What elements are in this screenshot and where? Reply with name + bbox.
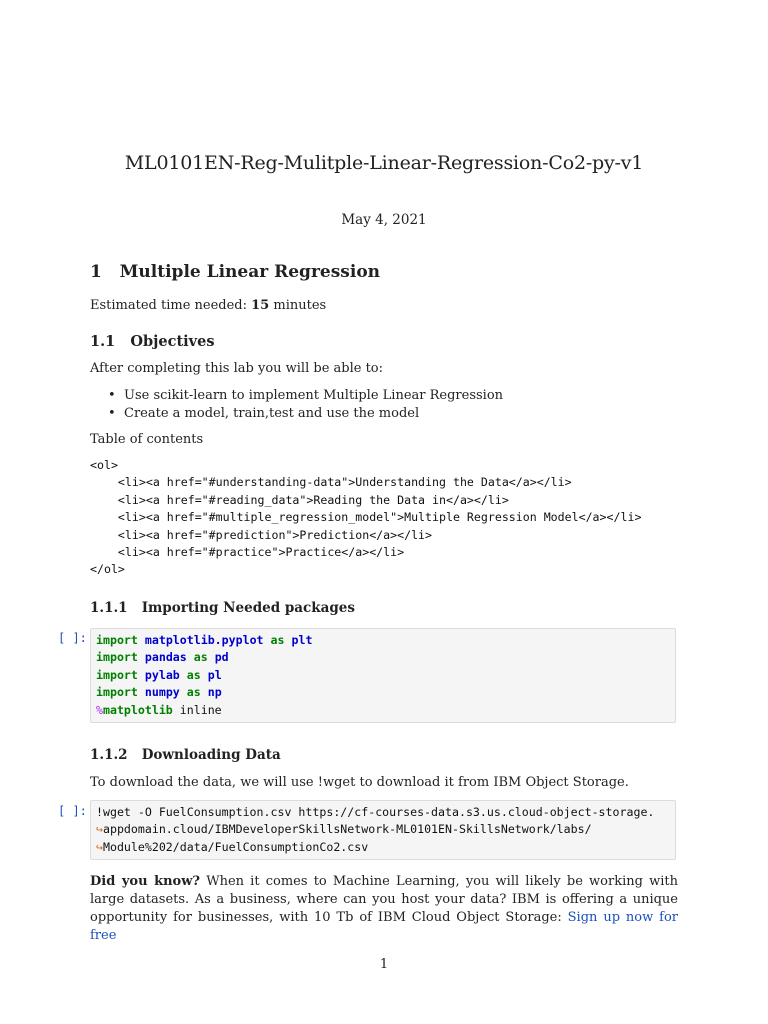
subsubsection-heading-downloading (90, 747, 281, 763)
objectives-intro: After completing this lab you will be able to: (90, 361, 384, 376)
section-title: Multiple Linear Regression (119, 262, 381, 282)
module-alias: pl (207, 667, 222, 682)
module-name: matplotlib.pyplot (144, 633, 264, 647)
estimated-time-value: 15 (251, 298, 270, 313)
keyword: import (96, 667, 138, 682)
objectives-list (90, 387, 503, 423)
code-line: <li><a href="#prediction">Prediction</a></li> (90, 527, 433, 542)
magic-command: matplotlib (102, 702, 173, 717)
code-cell-imports[interactable] (90, 628, 676, 723)
code-line: !wget -O FuelConsumption.csv https://cf-courses-data.s3.us.cloud-object-storage. (96, 805, 655, 819)
page-number: 1 (379, 957, 389, 972)
code-line: <li><a href="#understanding-data">Understanding the Data</a></li> (90, 475, 572, 490)
did-you-know-heading: Did you know? (90, 874, 201, 889)
toc-label: Table of contents (90, 432, 204, 447)
magic-symbol: % (96, 702, 103, 717)
code-cell-wget[interactable] (90, 800, 676, 860)
line-continuation-icon: ↪ (96, 822, 103, 837)
subsubsection-heading-importing (90, 600, 355, 616)
keyword: import (96, 650, 138, 665)
section-number: 1 (90, 262, 102, 282)
subsection-number: 1.1 (90, 333, 116, 350)
keyword: as (193, 650, 208, 665)
did-you-know-text: When it comes to Machine Learning, you will likely be working with large datasets. As a business, where can you host your data? IBM is offering a unique opportunity for businesses, with 10 Tb of IBM Cloud Object Storage: (90, 874, 678, 925)
toc-html-code (90, 457, 641, 579)
line-continuation-icon: ↪ (96, 839, 103, 854)
subsubsection-number: 1.1.2 (90, 747, 128, 763)
list-item: • Create a model, train,test and use the model (90, 405, 503, 423)
list-item: • Use scikit-learn to implement Multiple Linear Regression (90, 387, 503, 405)
did-you-know-paragraph (90, 873, 678, 945)
estimated-time-prefix: Estimated time needed: (90, 298, 252, 313)
code-line: appdomain.cloud/IBMDeveloperSkillsNetwork-ML0101EN-SkillsNetwork/labs/ (102, 822, 592, 837)
keyword: as (270, 633, 285, 647)
cell-prompt: [ ]: (58, 631, 87, 645)
document-title: ML0101EN-Reg-Mulitple-Linear-Regression-Co2-py-v1 (124, 152, 644, 174)
code-line: <ol> (90, 458, 118, 472)
keyword: import (96, 633, 138, 647)
module-alias: plt (291, 633, 313, 647)
keyword: as (186, 667, 201, 682)
subsubsection-title: Importing Needed packages (141, 600, 356, 616)
subsubsection-number: 1.1.1 (90, 600, 128, 616)
subsection-heading-objectives (90, 333, 214, 350)
estimated-time-suffix: minutes (269, 298, 327, 313)
subsection-title: Objectives (130, 333, 215, 350)
module-name: pandas (144, 650, 187, 665)
keyword: as (186, 685, 201, 700)
cell-prompt: [ ]: (58, 804, 87, 818)
code-line: Module%202/data/FuelConsumptionCo2.csv (102, 839, 369, 854)
module-alias: np (207, 685, 222, 700)
signup-link[interactable]: Sign up now for free (90, 910, 679, 943)
code-line: </ol> (90, 562, 125, 577)
module-alias: pd (214, 650, 229, 665)
code-line: <li><a href="#practice">Practice</a></li> (90, 545, 405, 560)
magic-argument: inline (172, 702, 222, 717)
code-line: <li><a href="#multiple_regression_model">Multiple Regression Model</a></li> (90, 510, 642, 525)
estimated-time (90, 298, 326, 313)
module-name: pylab (144, 667, 180, 682)
document-date: May 4, 2021 (341, 212, 427, 228)
section-heading-1 (90, 262, 380, 282)
download-intro: To download the data, we will use !wget to download it from IBM Object Storage. (90, 775, 629, 790)
module-name: numpy (144, 685, 180, 700)
subsubsection-title: Downloading Data (141, 747, 281, 763)
keyword: import (96, 685, 138, 700)
code-line: <li><a href="#reading_data">Reading the Data in</a></li> (90, 492, 509, 507)
